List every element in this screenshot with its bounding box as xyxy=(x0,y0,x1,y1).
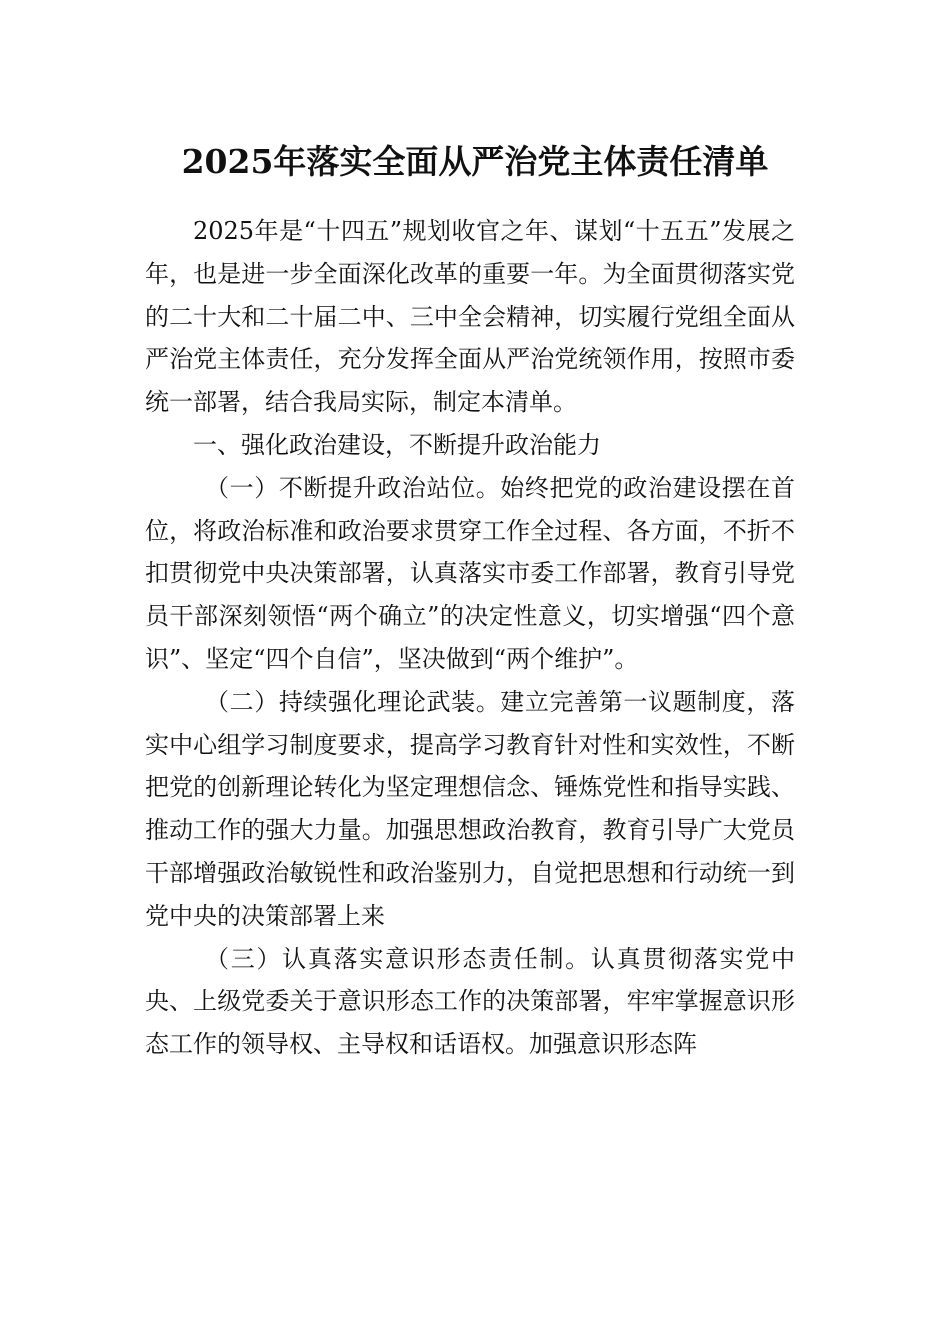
document-title: 2025年落实全面从严治党主体责任清单 xyxy=(181,142,769,182)
section-heading-1: 一、强化政治建设，不断提升政治能力 xyxy=(193,430,601,459)
item-paragraph-2: （二）持续强化理论武装。建立完善第一议题制度，落实中心组学习制度要求，提高学习教育针对性和实效性，不断把党的创新理论转化为坚定理想信念、锤炼党性和指导实践、推动工作的强大力量。加强思想政治教育，教育引导广大党员干部增强政治敏锐性和政治鉴别力，自觉把思想和行动统一到党中央的决策部署上来 xyxy=(145,687,795,930)
item-paragraph-1: （一）不断提升政治站位。始终把党的政治建设摆在首位，将政治标准和政治要求贯穿工作全过程、各方面，不折不扣贯彻党中央决策部署，认真落实市委工作部署，教育引导党员干部深刻领悟“两个确立”的决定性意义，切实增强“四个意识”、坚定“四个自信”，坚决做到“两个维护”。 xyxy=(145,473,795,673)
document-body xyxy=(145,210,795,1066)
item-paragraph-3: （三）认真落实意识形态责任制。认真贯彻落实党中央、上级党委关于意识形态工作的决策部署，牢牢掌握意识形态工作的领导权、主导权和话语权。加强意识形态阵 xyxy=(145,944,795,1059)
intro-paragraph: 2025年是“十四五”规划收官之年、谋划“十五五”发展之年，也是进一步全面深化改革的重要一年。为全面贯彻落实党的二十大和二十届二中、三中全会精神，切实履行党组全面从严治党主体责任，充分发挥全面从严治党统领作用，按照市委统一部署，结合我局实际，制定本清单。 xyxy=(145,217,795,417)
